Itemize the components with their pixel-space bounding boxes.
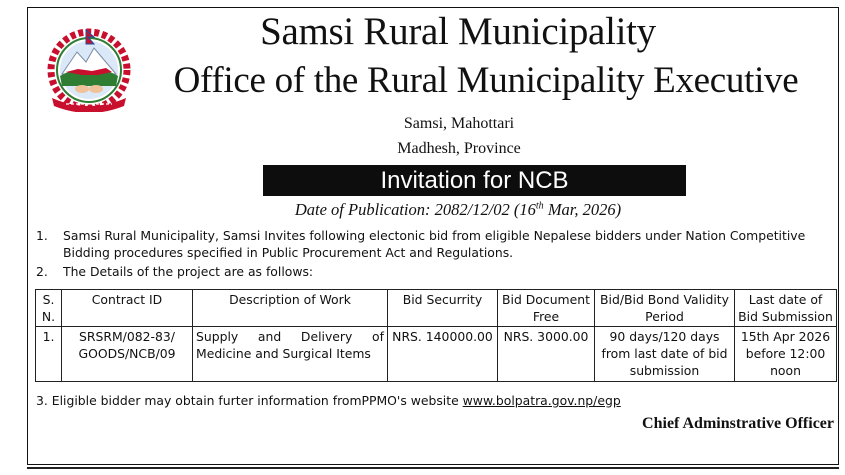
notice-item-2 bbox=[36, 263, 836, 280]
cell-bid-security: NRS. 140000.00 bbox=[388, 327, 498, 382]
publication-date: Date of Publication: 2082/12/02 (16th Mar, 2026) bbox=[294, 200, 622, 219]
cell-validity-period: 90 days/120 days from last date of bid submission bbox=[595, 327, 735, 382]
cell-document-fee: NRS. 3000.00 bbox=[498, 327, 595, 382]
ppmo-website-link[interactable]: www.bolpatra.gov.np/egp bbox=[462, 393, 621, 408]
table-header-row bbox=[36, 290, 837, 327]
bottom-rule bbox=[27, 467, 839, 469]
column-header: Last date of Bid Submission bbox=[735, 290, 837, 327]
address-line-2: Madhesh, Province bbox=[397, 140, 521, 157]
table-row bbox=[36, 327, 837, 382]
notice-item-3 bbox=[36, 392, 836, 409]
cell-contract-id: SRSRM/082-83/ GOODS/NCB/09 bbox=[62, 327, 193, 382]
notice-item-1 bbox=[36, 227, 836, 263]
cell-sn: 1. bbox=[36, 327, 62, 382]
column-header: Description of Work bbox=[193, 290, 388, 327]
notice-banner: Invitation for NCB bbox=[263, 165, 686, 196]
project-details-table bbox=[35, 289, 837, 382]
column-header: Bid Document Free bbox=[498, 290, 595, 327]
office-name: Office of the Rural Municipality Executive bbox=[173, 60, 799, 101]
column-header: S. N. bbox=[36, 290, 62, 327]
item-text: Eligible bidder may obtain furter information fromPPMO's website bbox=[51, 393, 463, 408]
item-text: The Details of the project are as follows: bbox=[63, 264, 314, 279]
item-number: 3. bbox=[36, 393, 48, 408]
cell-last-date: 15th Apr 2026 before 12:00 noon bbox=[735, 327, 837, 382]
item-number: 1. bbox=[36, 228, 48, 243]
tender-notice bbox=[27, 7, 839, 465]
cell-description: Supply and Delivery of Medicine and Surgical Items bbox=[193, 327, 388, 382]
column-header: Contract ID bbox=[62, 290, 193, 327]
column-header: Bid Securrity bbox=[388, 290, 498, 327]
address-line-1: Samsi, Mahottari bbox=[403, 115, 515, 132]
column-header: Bid/Bid Bond Validity Period bbox=[595, 290, 735, 327]
item-number: 2. bbox=[36, 264, 48, 279]
signature-title: Chief Adminstrative Officer bbox=[642, 415, 834, 432]
item-text: Samsi Rural Municipality, Samsi Invites following electonic bid from eligible Nepalese bidders under Nation Competitive Bidding procedures specified in Public Procurement Act and Regulations. bbox=[63, 228, 806, 260]
nepal-emblem-icon bbox=[42, 26, 136, 112]
municipality-name: Samsi Rural Municipality bbox=[260, 10, 656, 53]
